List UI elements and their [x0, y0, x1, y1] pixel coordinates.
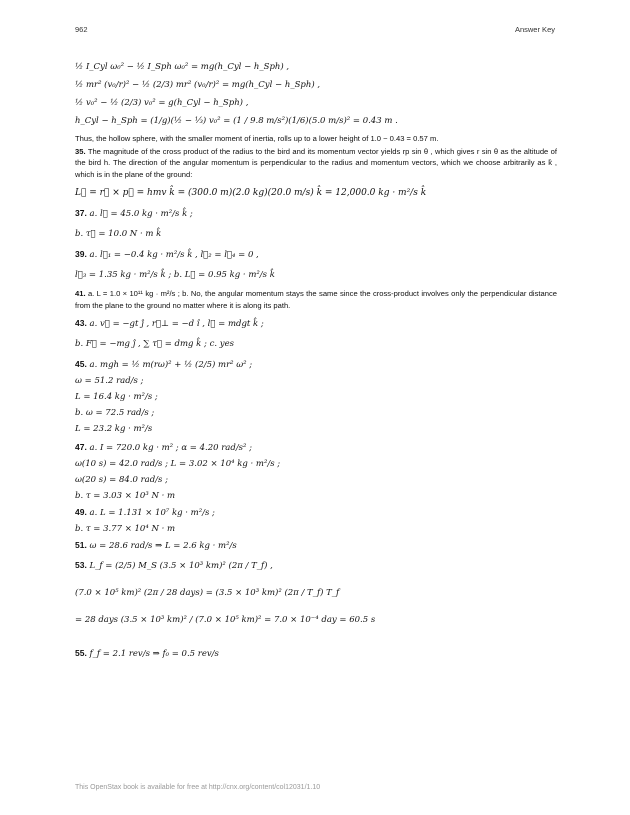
answer-line: b. ω = 72.5 rad/s ; — [75, 408, 155, 418]
answer-line: ω(20 s) = 84.0 rad/s ; — [75, 475, 168, 485]
equation-line: (7.0 × 10⁵ km)² (2π / 28 days) = (3.5 × 10³ km)² (2π / T_f) T_f — [75, 588, 340, 598]
answer-49: 49. a. L = 1.131 × 10⁷ kg · m²/s ; — [75, 507, 215, 518]
answer-45: 45. a. mgh = ½ m(rω)² + ½ (2/5) mr² ω² ; — [75, 359, 253, 370]
problem-number: 45. — [75, 359, 87, 369]
answer-line: L = 23.2 kg · m²/s — [75, 424, 153, 434]
answer-line: L = 16.4 kg · m²/s ; — [75, 392, 158, 402]
section-title: Answer Key — [514, 25, 555, 34]
problem-number: 55. — [75, 648, 87, 658]
equation-line: = 28 days (3.5 × 10³ km)² / (7.0 × 10⁵ km)² = 7.0 × 10⁻⁴ day = 60.5 s — [75, 615, 376, 625]
footer-note: This OpenStax book is available for free at http://cnx.org/content/col12031/1.10 — [75, 784, 321, 791]
equation-line: ½ I_Cyl ω₀² − ½ I_Sph ω₀² = mg(h_Cyl − h_Sph) , — [75, 62, 290, 72]
equation-line: ½ v₀² − ½ (2/3) v₀² = g(h_Cyl − h_Sph) , — [75, 98, 249, 108]
answer-51: 51. ω = 28.6 rad/s ⇒ L = 2.6 kg · m²/s — [75, 540, 237, 551]
problem-number: 41. — [75, 289, 86, 298]
answer-39: 39. a. l⃗₁ = −0.4 kg · m²/s k̂ , l⃗₂ = l⃗₄ = 0 , — [75, 249, 259, 260]
equation-line: L⃗ = r⃗ × p⃗ = hmv k̂ = (300.0 m)(2.0 kg)(20.0 m/s) k̂ = 12,000.0 kg · m²/s k̂ — [75, 188, 427, 198]
answer-41: 41. a. L = 1.0 × 10¹¹ kg · m²/s ; b. No, the angular momentum stays the same since the cross-product involves only the perpendicular distance from the plane to the ground no matter where it is along its path. — [75, 289, 557, 310]
problem-number: 39. — [75, 249, 87, 259]
answer-line: b. τ⃗ = 10.0 N · m k̂ — [75, 229, 162, 239]
answer-line: b. τ = 3.03 × 10³ N · m — [75, 491, 176, 501]
paragraph: Thus, the hollow sphere, with the smaller moment of inertia, rolls up to a lower height of 1.0 − 0.43 = 0.57 m. — [75, 134, 439, 143]
answer-37: 37. a. l⃗ = 45.0 kg · m²/s k̂ ; — [75, 208, 193, 219]
answer-line: l⃗₃ = 1.35 kg · m²/s k̂ ; b. L⃗ = 0.95 kg · m²/s k̂ — [75, 270, 275, 280]
problem-number: 49. — [75, 507, 87, 517]
problem-number: 53. — [75, 560, 87, 570]
answer-43: 43. a. v⃗ = −gt ĵ , r⃗⊥ = −d î , l⃗ = mdgt k̂ ; — [75, 318, 264, 329]
answer-35: 35. The magnitude of the cross product of the radius to the bird and its momentum vector yields rp sin θ , which gives r sin θ as the altitude of the bird h. The direction of the angular momentum is perpendicular to the radius and momentum vectors, which we choose arbitrarily as k̂ , which is in the plane of the ground: — [75, 146, 557, 179]
equation-line: ½ mr² (v₀/r)² − ½ (2/3) mr² (v₀/r)² = mg(h_Cyl − h_Sph) , — [75, 80, 321, 90]
answer-line: b. τ = 3.77 × 10⁴ N · m — [75, 524, 176, 534]
problem-number: 37. — [75, 208, 87, 218]
page-number: 962 — [75, 25, 88, 34]
problem-number: 43. — [75, 318, 87, 328]
problem-number: 47. — [75, 442, 87, 452]
answer-47: 47. a. I = 720.0 kg · m² ; α = 4.20 rad/s² ; — [75, 442, 253, 453]
problem-number: 51. — [75, 540, 87, 550]
answer-line: ω(10 s) = 42.0 rad/s ; L = 3.02 × 10⁴ kg · m²/s ; — [75, 459, 281, 469]
answer-line: ω = 51.2 rad/s ; — [75, 376, 144, 386]
answer-53: 53. L_f = (2/5) M_S (3.5 × 10³ km)² (2π / T_f) , — [75, 560, 273, 571]
problem-number: 35. — [75, 146, 86, 156]
answer-55: 55. f_f = 2.1 rev/s ⇒ f₀ = 0.5 rev/s — [75, 648, 219, 659]
answer-key-content — [75, 58, 557, 660]
answer-line: b. F⃗ = −mg ĵ , ∑ τ⃗ = dmg k̂ ; c. yes — [75, 339, 234, 349]
equation-line: h_Cyl − h_Sph = (1/g)(½ − ⅓) v₀² = (1 / 9.8 m/s²)(1/6)(5.0 m/s)² = 0.43 m . — [75, 116, 398, 126]
